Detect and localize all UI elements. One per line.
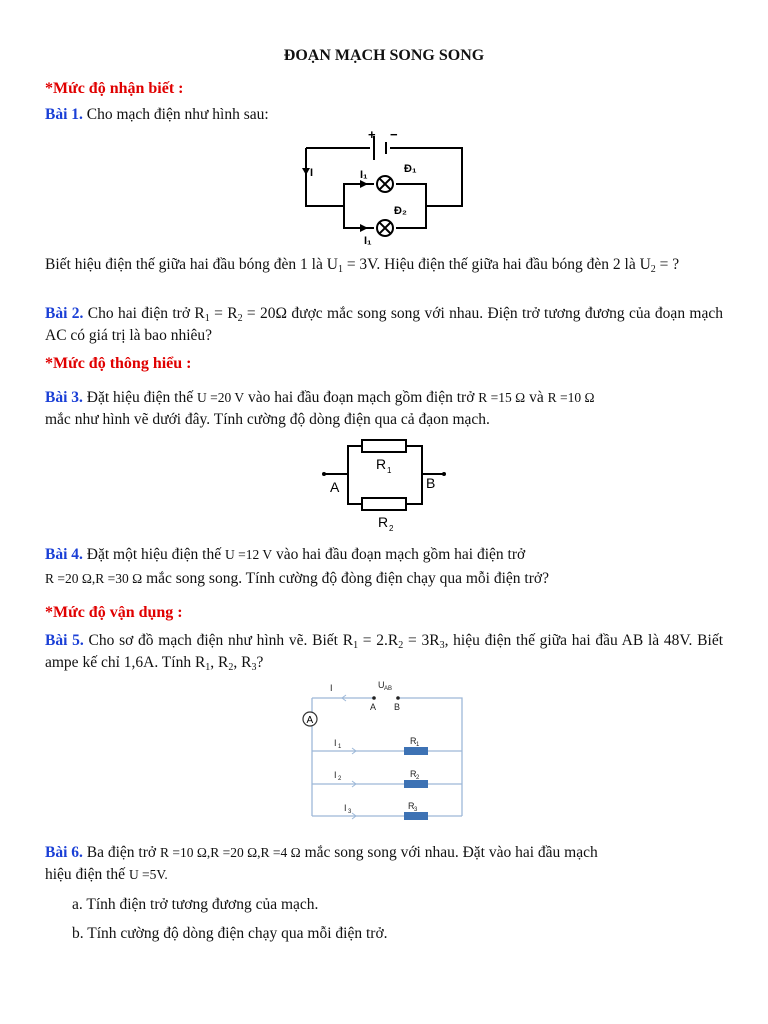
bai6-text-c: hiệu điện thế: [45, 866, 129, 883]
bai2-number: Bài 2.: [45, 305, 84, 322]
page-title: ĐOẠN MẠCH SONG SONG: [283, 47, 485, 64]
bai2-text-c: = 20Ω được mắc song song với nhau. Điện trở tương đương của đoạn mạch AC có giá trị là bao nhiêu?: [45, 305, 724, 344]
bai3-label-a: A: [330, 479, 340, 495]
bai1-plus-label: +: [368, 128, 376, 142]
bai5-label-r3-sub: 3: [414, 807, 418, 813]
bai5-resistor-r2: [404, 780, 428, 788]
bai5-label-a: A: [370, 702, 377, 712]
bai1-d1-label: Đ₁: [404, 163, 417, 175]
bai5-text-b: = 2.R: [358, 632, 399, 649]
bai5-circuit-figure: [296, 678, 468, 826]
bai1-question: [45, 254, 723, 276]
bai5-label-i2-sub: 2: [338, 776, 342, 782]
bai6-part-b: b. Tính cường độ dòng điện chạy qua mỗi điện trở.: [72, 925, 388, 942]
bai6-formula-u: U =5V.: [128, 867, 168, 882]
bai3-label-b: B: [426, 475, 436, 491]
bai4-text-b: vào hai đầu đoạn mạch gồm hai điện trở: [275, 546, 526, 563]
bai5-text-a: Cho sơ đồ mạch điện như hình vẽ. Biết R: [83, 632, 354, 649]
bai3-line2: mắc như hình vẽ dưới đây. Tính cường độ dòng điện qua cả đạon mạch.: [45, 411, 490, 428]
bai3-label-r1: R: [376, 456, 387, 472]
bai3-text-a: Đặt hiệu điện thế: [82, 389, 197, 406]
bai5-text-g: ?: [256, 654, 264, 671]
bai5-number: Bài 5.: [45, 632, 84, 649]
bai1-number: Bài 1.: [45, 106, 83, 123]
bai1-circuit-figure: [298, 128, 468, 248]
bai5-sub-f: 3: [251, 662, 257, 673]
bai5-label-b: B: [394, 702, 401, 712]
bai5-resistor-r3: [404, 812, 428, 820]
bai3-text-b: vào hai đầu đoạn mạch gồm điện trở: [247, 389, 479, 406]
level-apply: *Mức độ vận dụng :: [45, 604, 183, 621]
bai3-circuit-figure: [318, 436, 450, 532]
bai5-label-r1: R: [410, 736, 417, 746]
bai5-label-i3: I: [344, 803, 347, 813]
bai4-question: [45, 544, 723, 566]
bai3-formula-r2: R =10 Ω: [547, 390, 595, 405]
bai5-label-r1-sub: 1: [416, 742, 420, 748]
bai5-sub-c: 3: [439, 640, 445, 651]
bai5-sub-a: 1: [353, 640, 359, 651]
bai5-text-f: , R: [233, 654, 252, 671]
bai6-question: [45, 842, 723, 864]
bai2-question: [45, 303, 723, 347]
bai5-label-i: I: [330, 683, 333, 693]
bai1-sub1: 1: [337, 264, 343, 275]
bai5-label-r3: R: [408, 801, 415, 811]
bai1-sub2: 2: [650, 264, 656, 275]
bai1-current-label: I: [310, 167, 314, 179]
bai3-formula-u: U =20 V: [196, 390, 245, 405]
bai3-label-r2-sub: 2: [389, 524, 394, 532]
bai4-formula-u: U =12 V: [224, 547, 273, 562]
bai4-number: Bài 4.: [45, 546, 83, 563]
bai5-text-e: , R: [210, 654, 229, 671]
bai6-line2: [45, 864, 723, 886]
bai2-sub2: 2: [237, 313, 243, 324]
bai5-label-i2: I: [334, 770, 337, 780]
bai1-i1b-label: I₁: [364, 235, 372, 247]
bai3-formula-r1: R =15 Ω: [478, 390, 526, 405]
bai6-text-b: mắc song song với nhau. Đặt vào hai đầu mạch: [304, 844, 598, 861]
bai1-i1-label: I₁: [360, 169, 368, 181]
bai2-text-a: Cho hai điện trở R: [83, 305, 205, 322]
bai3-text-c: và: [529, 389, 548, 406]
bai1-minus-label: −: [390, 128, 398, 142]
bai5-resistor-r1: [404, 747, 428, 755]
bai4-formula-r: R =20 Ω,R =30 Ω: [45, 571, 143, 586]
bai4-text-c: mắc song song. Tính cường độ đòng điện chạy qua mỗi điện trở?: [142, 570, 549, 587]
level-recognize: *Mức độ nhận biết :: [45, 80, 184, 97]
bai2-sub1: 1: [204, 313, 210, 324]
bai5-sub-d: 1: [205, 662, 211, 673]
bai3-number: Bài 3.: [45, 389, 83, 406]
bai1-text-c: = ?: [655, 256, 680, 273]
bai5-sub-e: 2: [228, 662, 234, 673]
bai3-label-r2: R: [378, 514, 389, 530]
bai5-sub-b: 2: [398, 640, 404, 651]
bai6-formula-r: R =10 Ω,R =20 Ω,R =4 Ω: [159, 845, 301, 860]
bai5-ammeter-label: A: [306, 715, 314, 726]
bai6-part-a: a. Tính điện trở tương đương của mạch.: [72, 896, 319, 913]
bai3-question: [45, 387, 723, 409]
bai5-label-i1-sub: 1: [338, 744, 342, 750]
bai1-d2-label: Đ₂: [394, 205, 407, 217]
bai5-label-r2-sub: 2: [416, 775, 420, 781]
bai6-number: Bài 6.: [45, 844, 83, 861]
bai5-text-d: , hiệu điện thế giữa hai đầu AB là 48V. Biết ampe kế chỉ 1,6A. Tính R: [45, 632, 723, 671]
bai5-question: [45, 630, 723, 674]
level-understand: *Mức độ thông hiểu :: [45, 355, 192, 372]
bai5-label-i3-sub: 3: [348, 809, 352, 815]
bai4-text-a: Đặt một hiệu điện thế: [82, 546, 225, 563]
bai1-intro: [45, 104, 723, 126]
bai1-text-b: = 3V. Hiệu điện thế giữa hai đầu bóng đèn 2 là U: [342, 256, 651, 273]
bai6-text-a: Ba điện trở: [82, 844, 160, 861]
bai5-label-uab: U: [378, 680, 385, 690]
bai4-line2: [45, 568, 723, 590]
bai5-label-uab-sub: AB: [384, 686, 393, 692]
bai2-text-b: = R: [209, 305, 238, 322]
bai1-intro-text: Cho mạch điện như hình sau:: [82, 106, 269, 123]
bai1-text-a: Biết hiệu điện thế giữa hai đầu bóng đèn 1 là U: [45, 256, 338, 273]
bai5-label-r2: R: [410, 769, 417, 779]
bai5-text-c: = 3R: [403, 632, 440, 649]
bai5-label-i1: I: [334, 738, 337, 748]
bai3-label-r1-sub: 1: [387, 466, 392, 475]
